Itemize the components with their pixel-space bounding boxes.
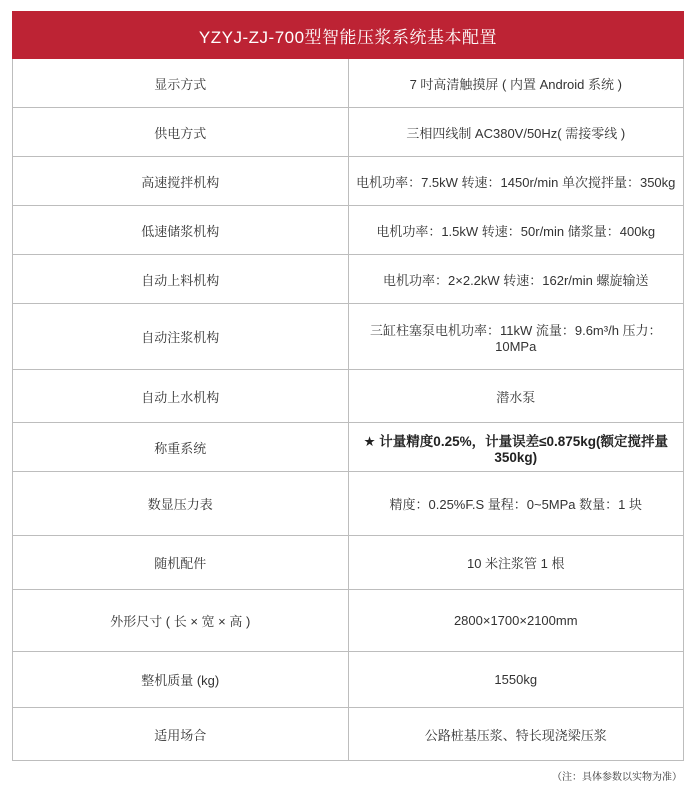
row-value-high-speed-mixer: 电机功率：7.5kW 转速：1450r/min 单次搅拌量：350kg [348, 157, 684, 206]
row-value-weight: 1550kg [348, 652, 684, 708]
table-row [13, 590, 684, 652]
footnote: （注：具体参数以实物为准） [552, 772, 682, 783]
row-label-auto-grouting: 自动注浆机构 [13, 304, 349, 370]
spec-table [12, 11, 684, 761]
row-label-low-speed-storage: 低速储浆机构 [13, 206, 349, 255]
table-row [13, 108, 684, 157]
row-value-low-speed-storage: 电机功率：1.5kW 转速：50r/min 储浆量：400kg [348, 206, 684, 255]
table-row [13, 59, 684, 108]
table-row [13, 206, 684, 255]
table-header-row [13, 12, 684, 59]
row-label-weight: 整机质量 (kg) [13, 652, 349, 708]
table-row [13, 157, 684, 206]
row-label-accessories: 随机配件 [13, 536, 349, 590]
row-value-auto-grouting: 三缸柱塞泵电机功率：11kW 流量：9.6m³/h 压力：10MPa [348, 304, 684, 370]
row-value-auto-water: 潜水泵 [348, 370, 684, 423]
row-label-display: 显示方式 [13, 59, 349, 108]
row-value-accessories: 10 米注浆管 1 根 [348, 536, 684, 590]
row-label-auto-feeding: 自动上料机构 [13, 255, 349, 304]
row-value-display: 7 吋高清触摸屏 ( 内置 Android 系统 ) [348, 59, 684, 108]
table-row [13, 708, 684, 761]
table-row [13, 472, 684, 536]
table-row [13, 255, 684, 304]
row-label-power: 供电方式 [13, 108, 349, 157]
row-label-weighing: 称重系统 [13, 423, 349, 472]
row-label-application: 适用场合 [13, 708, 349, 761]
table-row [13, 536, 684, 590]
row-value-application: 公路桩基压浆、特长现浇梁压浆 [348, 708, 684, 761]
table-row [13, 423, 684, 472]
row-label-dimensions: 外形尺寸 ( 长 × 宽 × 高 ) [13, 590, 349, 652]
row-label-auto-water: 自动上水机构 [13, 370, 349, 423]
row-value-pressure-gauge: 精度：0.25%F.S 量程：0~5MPa 数量：1 块 [348, 472, 684, 536]
table-row [13, 652, 684, 708]
table-row [13, 304, 684, 370]
row-label-high-speed-mixer: 高速搅拌机构 [13, 157, 349, 206]
table-row [13, 370, 684, 423]
row-value-power: 三相四线制 AC380V/50Hz( 需接零线 ) [348, 108, 684, 157]
row-value-weighing: ★ 计量精度0.25%，计量误差≤0.875kg(额定搅拌量350kg) [348, 423, 684, 472]
table-title: YZYJ-ZJ-700型智能压浆系统基本配置 [13, 12, 684, 59]
row-value-dimensions: 2800×1700×2100mm [348, 590, 684, 652]
row-value-auto-feeding: 电机功率：2×2.2kW 转速：162r/min 螺旋输送 [348, 255, 684, 304]
row-label-pressure-gauge: 数显压力表 [13, 472, 349, 536]
